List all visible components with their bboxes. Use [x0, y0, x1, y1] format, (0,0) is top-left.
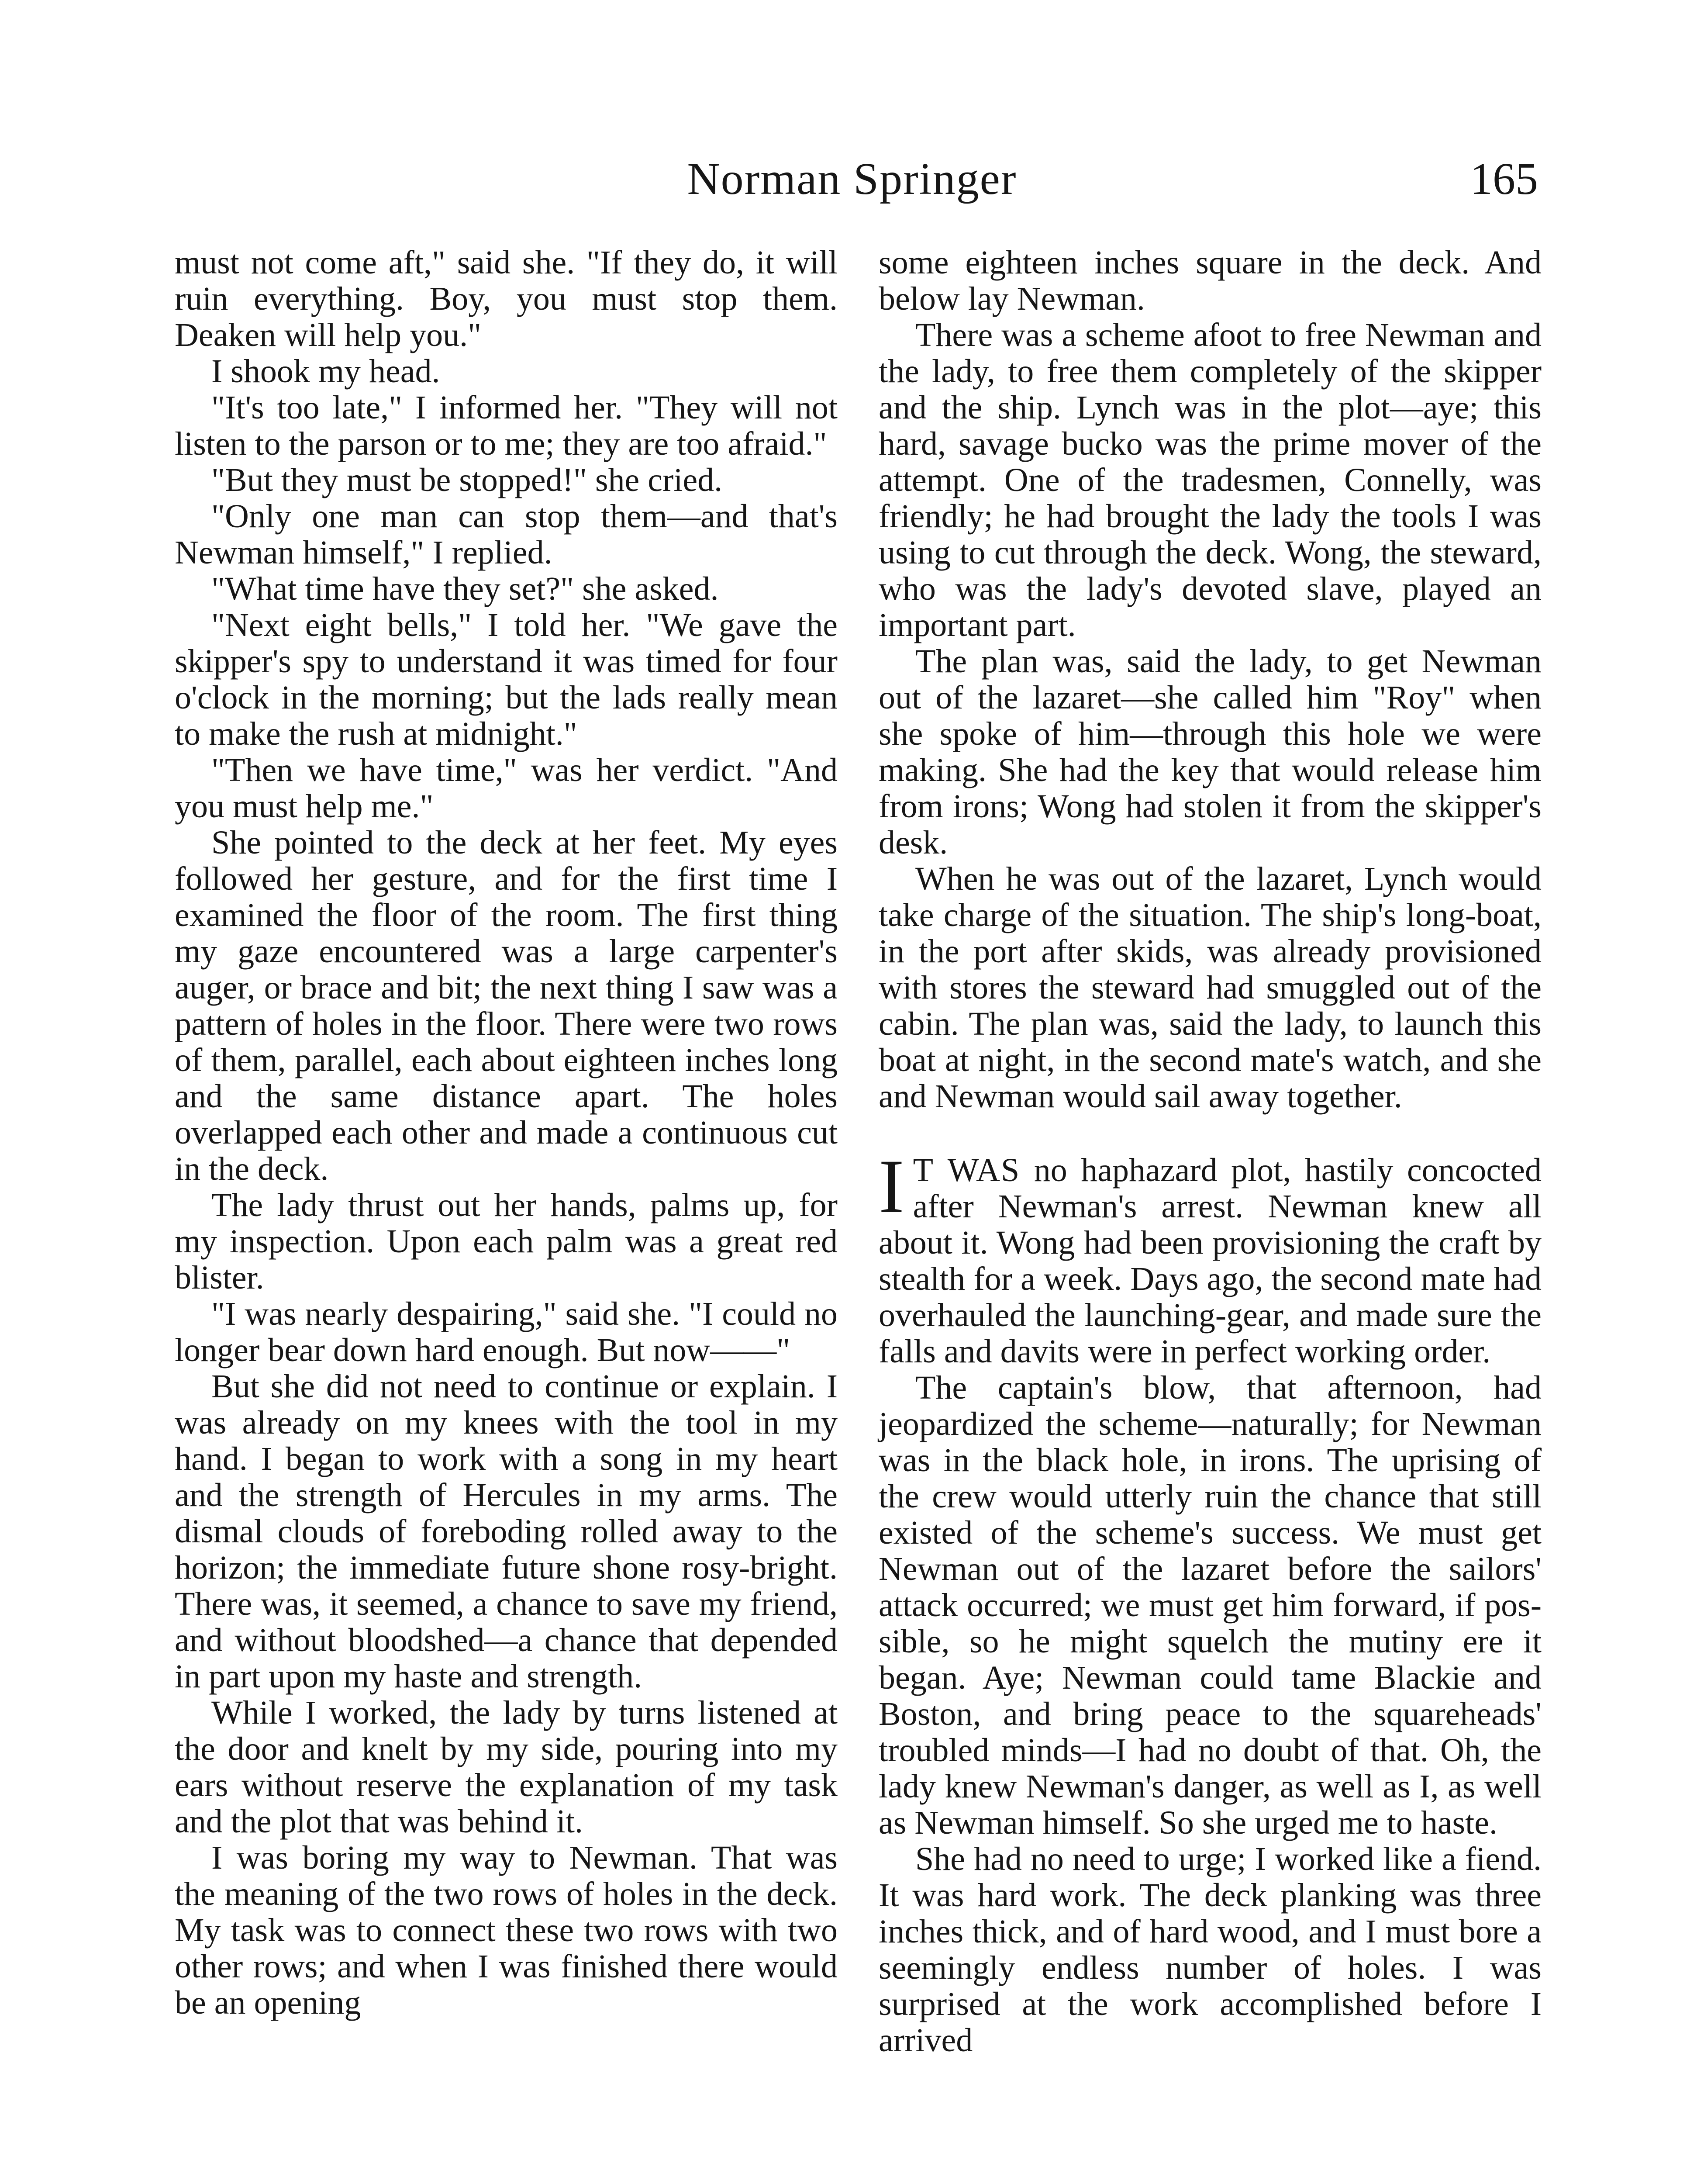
- section-lead-caps: T WAS: [913, 1152, 1021, 1189]
- section-text: no haphazard plot, hastily concocted after Newman's arrest. Newman knew all about it. Wong had been provisioning the craft by stealth for a week. Days ago, the second mate had overhauled the launching-gear, and made sure the falls and davits were in perfect working order.: [879, 1152, 1542, 1370]
- paragraph: some eighteen inches square in the deck. And below lay Newman.: [879, 244, 1542, 317]
- paragraph: "Next eight bells," I told her. "We gave the skipper's spy to understand it was timed for four o'clock in the morning; but the lads really mean to make the rush at midnight.": [175, 607, 838, 752]
- paragraph: I shook my head.: [211, 353, 440, 390]
- drop-cap: I: [879, 1144, 904, 1229]
- page-header: [0, 149, 1704, 210]
- paragraph: But she did not need to continue or explain. I was already on my knees with the tool in my hand. I began to work with a song in my heart and the strength of Hercules in my arms. The dismal clouds of foreboding rolled away to the horizon; the immediate future shone rosy-bright. There was, it seemed, a chance to save my friend, and without bloodshed—a chance that depended in part upon my haste and strength.: [175, 1368, 838, 1695]
- paragraph: "What time have they set?" she asked.: [211, 570, 719, 607]
- paragraph: There was a scheme afoot to free Newman and the lady, to free them completely of the skipper and the ship. Lynch was in the plot—aye; this hard, savage bucko was the prime mover of the attempt. One of the tradesmen, Connelly, was friendly; he had brought the lady the tools I was using to cut through the deck. Wong, the steward, who was the lady's devoted slave, played an important part.: [879, 317, 1542, 643]
- paragraph: "But they must be stopped!" she cried.: [211, 462, 723, 498]
- paragraph: When he was out of the lazaret, Lynch would take charge of the situation. The ship's long-boat, in the port after skids, was already provisioned with stores the steward had smuggled out of the cabin. The plan was, said the lady, to launch this boat at night, in the second mate's watch, and she and Newman would sail away together.: [879, 860, 1542, 1115]
- paragraph: While I worked, the lady by turns listened at the door and knelt by my side, pouring into my ears without reserve the explanation of my task and the plot that was behind it.: [175, 1694, 838, 1840]
- paragraph: "It's too late," I informed her. "They will not listen to the parson or to me; they are too afraid.": [175, 389, 838, 462]
- paragraph: The captain's blow, that afternoon, had jeopardized the scheme—naturally; for Newman was in the black hole, in irons. The uprising of the crew would utterly ruin the chance that still existed of the scheme's success. We must get Newman out of the lazaret before the sailors' attack occurred; we must get him forward, if possible, so he might squelch the mutiny ere it began. Aye; Newman could tame Blackie and Boston, and bring peace to the squareheads' troubled minds—I had no doubt of that. Oh, the lady knew Newman's danger, as well as I, as well as Newman himself. So she urged me to haste.: [879, 1369, 1542, 1841]
- paragraph: She pointed to the deck at her feet. My eyes followed her gesture, and for the first time I examined the floor of the room. The first thing my gaze encountered was a large carpenter's auger, or brace and bit; the next thing I saw was a pattern of holes in the floor. There were two rows of them, parallel, each about eighteen inches long and the same distance apart. The holes overlapped each other and made a continuous cut in the deck.: [175, 824, 838, 1187]
- right-column: [879, 245, 1542, 2175]
- running-head: Norman Springer: [687, 154, 1017, 204]
- paragraph: "I was nearly despairing," said she. "I could no longer bear down hard enough. But now——": [175, 1296, 838, 1368]
- paragraph: She had no need to urge; I worked like a fiend. It was hard work. The deck planking was three inches thick, and of hard wood, and I must bore a seemingly endless number of holes. I was surprised at the work accomplished before I arrived: [879, 1841, 1542, 2059]
- section-opening-paragraph: [879, 1144, 1542, 1370]
- paragraph: "Only one man can stop them—and that's Newman himself," I replied.: [175, 498, 838, 571]
- paragraph: must not come aft," said she. "If they do, it will ruin everything. Boy, you must stop them. Deaken will help you.": [175, 244, 838, 353]
- paragraph: The plan was, said the lady, to get Newman out of the lazaret—she called him "Roy" when she spoke of him—through this hole we were making. She had the key that would release him from irons; Wong had stolen it from the skipper's desk.: [879, 643, 1542, 861]
- paragraph: "Then we have time," was her verdict. "And you must help me.": [175, 752, 838, 825]
- paragraph: The lady thrust out her hands, palms up, for my inspection. Upon each palm was a great red blister.: [175, 1187, 838, 1296]
- page-number: 165: [1470, 154, 1538, 204]
- paragraph: I was boring my way to Newman. That was the meaning of the two rows of holes in the deck. My task was to connect these two rows with two other rows; and when I was finished there would be an opening: [175, 1839, 838, 2021]
- left-column: [175, 245, 838, 2175]
